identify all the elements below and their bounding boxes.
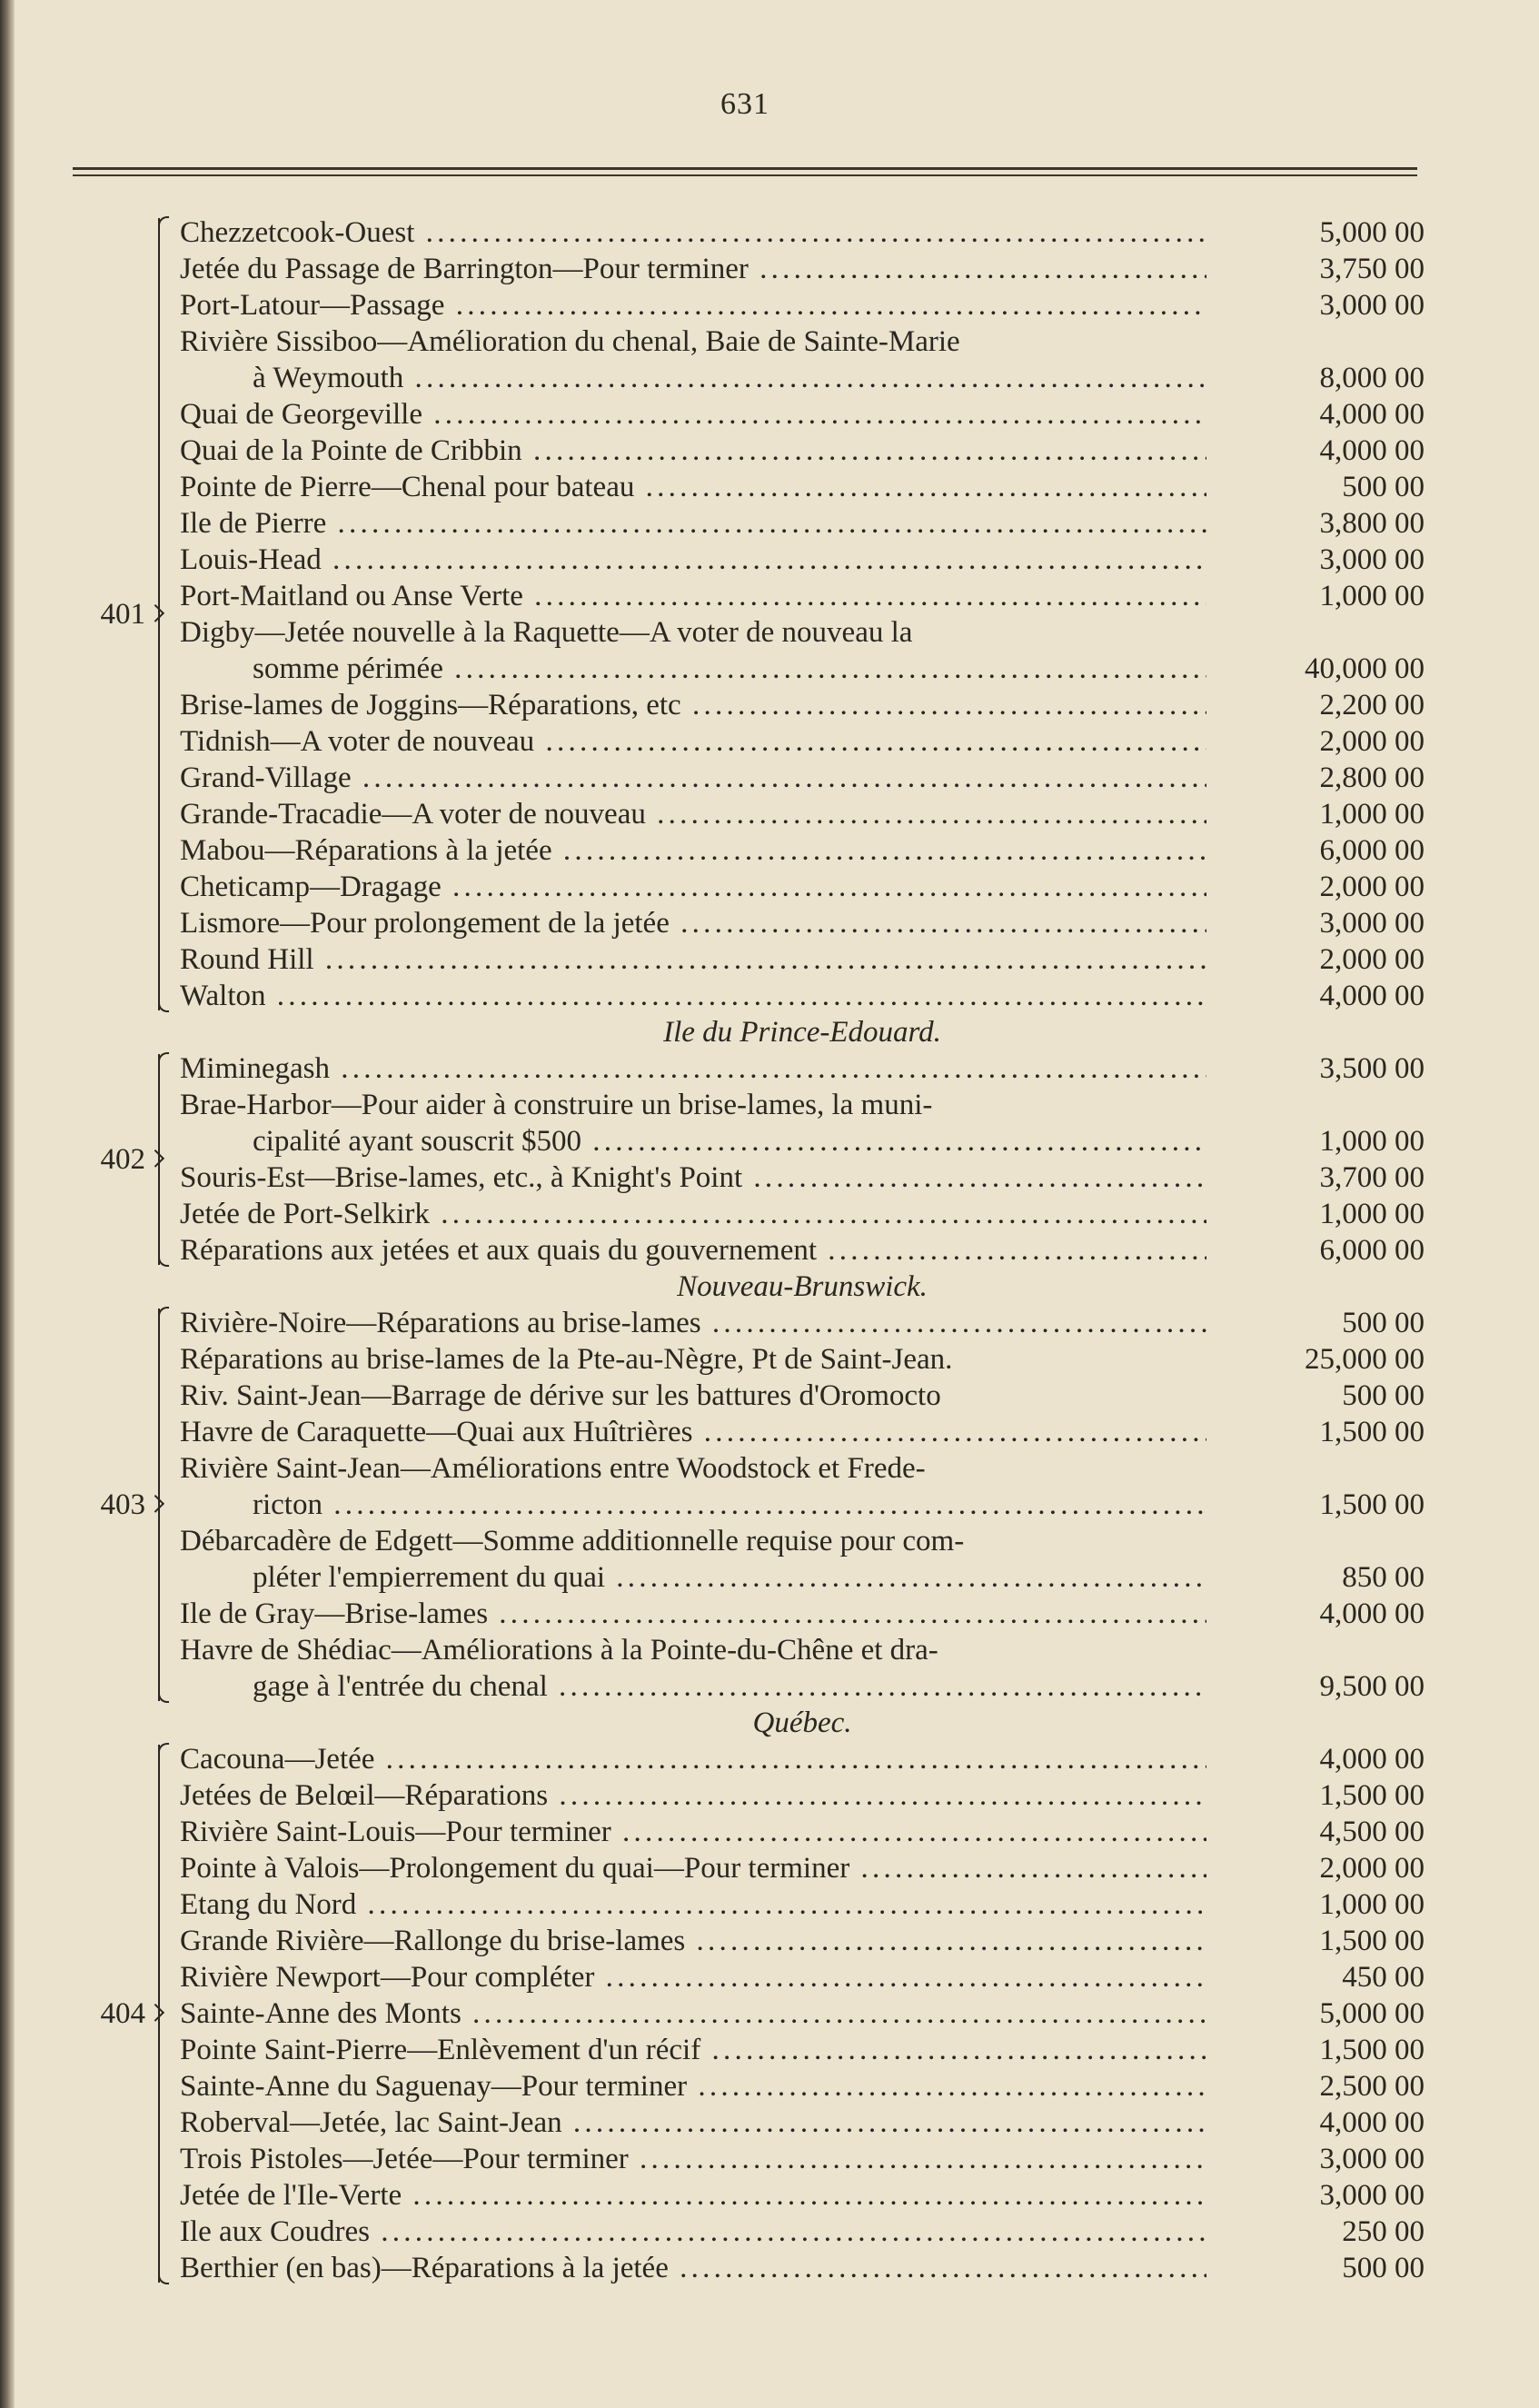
item-label: Quai de Georgeville [180, 398, 428, 431]
item-description [180, 2141, 1206, 2177]
item-label: Port-Maitland ou Anse Verte [180, 580, 529, 612]
item-description [180, 214, 1206, 251]
list-item [180, 1159, 1425, 1196]
list-item [180, 1050, 1425, 1087]
item-amount: 3,500 00 [1319, 1052, 1425, 1085]
list-item [180, 469, 1425, 505]
section-number: 401 [100, 598, 145, 631]
item-amount: 2,800 00 [1319, 761, 1425, 794]
list-item [180, 2032, 1425, 2068]
list-item [180, 1232, 1425, 1269]
section-brace [158, 1054, 173, 1265]
list-item [180, 1632, 1425, 1668]
list-item [180, 1886, 1425, 1923]
item-label: Chezzetcook-Ouest [180, 216, 420, 249]
brace-tip [146, 1495, 164, 1513]
list-item [180, 1414, 1425, 1450]
item-description [180, 469, 1206, 505]
item-amount: 2,500 00 [1319, 2070, 1425, 2103]
item-amount: 3,000 00 [1319, 289, 1425, 322]
list-item [180, 978, 1425, 1014]
item-description [180, 1959, 1206, 1995]
header-rule-thin [73, 174, 1417, 176]
item-description [180, 1414, 1206, 1450]
item-label: Jetée du Passage de Barrington—Pour terminer [180, 253, 754, 285]
item-label: Cacouna—Jetée [180, 1743, 380, 1776]
item-description [180, 578, 1206, 614]
item-description [180, 1050, 1206, 1087]
item-label: Rivière Saint-Jean—Améliorations entre Woodstock et Frede- [180, 1452, 931, 1485]
item-amount: 250 00 [1342, 2215, 1425, 2248]
item-description [253, 651, 1206, 687]
item-amount: 5,000 00 [1319, 1997, 1425, 2030]
item-amount: 4,000 00 [1319, 1743, 1425, 1776]
item-label: Rivière-Noire—Réparations au brise-lames [180, 1307, 707, 1339]
item-amount: 1,500 00 [1319, 1488, 1425, 1521]
item-label: gage à l'entrée du chenal [253, 1670, 553, 1703]
item-label: Ile aux Coudres [180, 2215, 375, 2248]
item-description [180, 1850, 1206, 1886]
item-description [180, 1741, 1206, 1777]
list-item [180, 723, 1425, 760]
item-description [180, 1378, 1206, 1414]
item-description [180, 1341, 1206, 1378]
item-label: somme périmée [253, 652, 449, 685]
section-heading: Nouveau-Brunswick. [677, 1270, 928, 1303]
item-label: Grande-Tracadie—A voter de nouveau [180, 798, 651, 831]
item-description [253, 1559, 1206, 1596]
item-description [180, 869, 1206, 905]
section-heading: Ile du Prince-Edouard. [663, 1016, 941, 1049]
item-description [180, 905, 1206, 941]
item-label: Pointe de Pierre—Chenal pour bateau [180, 471, 640, 503]
list-item [180, 760, 1425, 796]
item-amount: 4,000 00 [1319, 2106, 1425, 2139]
list-item [180, 2214, 1425, 2250]
item-description [180, 1886, 1206, 1923]
item-amount: 1,500 00 [1319, 1925, 1425, 1957]
item-description [180, 433, 1206, 469]
section-brace [158, 218, 173, 1010]
item-description [180, 1196, 1206, 1232]
item-amount: 4,000 00 [1319, 398, 1425, 431]
list-item [180, 433, 1425, 469]
item-description [180, 1777, 1206, 1814]
item-label: Réparations aux jetées et aux quais du gouvernement [180, 1234, 822, 1267]
item-label: Jetée de l'Ile-Verte [180, 2179, 407, 2212]
item-description [253, 1668, 1206, 1705]
list-item [180, 2250, 1425, 2286]
item-amount: 25,000 00 [1305, 1343, 1425, 1376]
item-description [180, 1923, 1206, 1959]
item-description [180, 832, 1206, 869]
list-item [180, 1959, 1425, 1995]
list-item [180, 2105, 1425, 2141]
item-label: ricton [253, 1488, 328, 1521]
list-item [180, 1596, 1425, 1632]
item-label: Grand-Village [180, 761, 357, 794]
section-number: 404 [100, 1997, 145, 2030]
item-label: Rivière Sissiboo—Amélioration du chenal, Baie de Sainte-Marie [180, 325, 966, 358]
list-item [180, 1850, 1425, 1886]
item-label: Lismore—Pour prolongement de la jetée [180, 907, 675, 940]
item-description [180, 287, 1206, 323]
item-amount: 4,000 00 [1319, 434, 1425, 467]
section-heading: Québec. [752, 1706, 852, 1739]
item-label: Miminegash [180, 1052, 335, 1085]
list-item [180, 941, 1425, 978]
item-amount: 3,000 00 [1319, 2143, 1425, 2175]
item-label: Round Hill [180, 943, 320, 976]
item-amount: 6,000 00 [1319, 1234, 1425, 1267]
item-amount: 8,000 00 [1319, 362, 1425, 394]
list-item [180, 1305, 1425, 1341]
item-amount: 2,000 00 [1319, 1852, 1425, 1885]
item-label: Walton [180, 980, 272, 1012]
item-label: Trois Pistoles—Jetée—Pour terminer [180, 2143, 634, 2175]
list-item [180, 905, 1425, 941]
item-amount: 850 00 [1342, 1561, 1425, 1594]
item-label: Sainte-Anne des Monts [180, 1997, 467, 2030]
list-item [180, 614, 1425, 651]
item-amount: 500 00 [1342, 1379, 1425, 1412]
item-description [180, 978, 1206, 1014]
list-item [180, 396, 1425, 433]
item-amount: 3,000 00 [1319, 907, 1425, 940]
list-item [180, 2141, 1425, 2177]
header-rule [73, 167, 1417, 170]
item-amount: 500 00 [1342, 1307, 1425, 1339]
item-description [180, 2250, 1206, 2286]
item-description [180, 1087, 1206, 1123]
item-description [180, 941, 1206, 978]
item-description [253, 360, 1206, 396]
item-label: Cheticamp—Dragage [180, 871, 447, 903]
list-item [180, 1741, 1425, 1777]
item-label: Jetées de Belœil—Réparations [180, 1779, 553, 1812]
item-label: Pointe Saint-Pierre—Enlèvement d'un récif [180, 2034, 706, 2066]
item-label: Jetée de Port-Selkirk [180, 1198, 435, 1230]
list-item [180, 651, 1425, 687]
section-brace [158, 1745, 173, 2283]
section-brace [158, 1308, 173, 1701]
item-description [180, 2032, 1206, 2068]
item-amount: 4,000 00 [1319, 980, 1425, 1012]
item-description [180, 1814, 1206, 1850]
list-item [180, 1378, 1425, 1414]
list-item [180, 2177, 1425, 2214]
item-label: Brae-Harbor—Pour aider à construire un brise-lames, la muni- [180, 1089, 938, 1121]
list-item [180, 1814, 1425, 1850]
item-description [180, 1523, 1206, 1559]
item-amount: 450 00 [1342, 1961, 1425, 1994]
list-item [180, 1487, 1425, 1523]
list-item [180, 1087, 1425, 1123]
item-amount: 40,000 00 [1305, 652, 1425, 685]
item-label: Sainte-Anne du Saguenay—Pour terminer [180, 2070, 692, 2103]
item-description [180, 2068, 1206, 2105]
item-amount: 500 00 [1342, 471, 1425, 503]
item-label: pléter l'empierrement du quai [253, 1561, 611, 1594]
item-amount: 5,000 00 [1319, 216, 1425, 249]
item-label: Riv. Saint-Jean—Barrage de dérive sur les battures d'Oromocto [180, 1379, 947, 1412]
item-description [180, 723, 1206, 760]
item-label: Rivière Saint-Louis—Pour terminer [180, 1816, 617, 1848]
list-item [180, 360, 1425, 396]
item-amount: 3,700 00 [1319, 1161, 1425, 1194]
item-amount: 1,000 00 [1319, 1125, 1425, 1158]
item-description [180, 542, 1206, 578]
list-item [180, 832, 1425, 869]
item-description [180, 505, 1206, 542]
item-amount: 1,000 00 [1319, 580, 1425, 612]
item-label: cipalité ayant souscrit $500 [253, 1125, 587, 1158]
item-description [180, 614, 1206, 651]
item-amount: 9,500 00 [1319, 1670, 1425, 1703]
brace-tip [146, 1149, 164, 1168]
list-item [180, 1450, 1425, 1487]
list-item [180, 542, 1425, 578]
item-description [180, 1450, 1206, 1487]
item-description [253, 1123, 1206, 1159]
item-label: Etang du Nord [180, 1888, 362, 1921]
item-description [180, 1596, 1206, 1632]
list-item [180, 2068, 1425, 2105]
item-label: Berthier (en bas)—Réparations à la jetée [180, 2252, 674, 2284]
item-amount: 3,000 00 [1319, 2179, 1425, 2212]
item-amount: 2,000 00 [1319, 725, 1425, 758]
item-amount: 6,000 00 [1319, 834, 1425, 867]
item-label: Ile de Gray—Brise-lames [180, 1597, 493, 1630]
item-description [180, 1305, 1206, 1341]
item-amount: 1,500 00 [1319, 1416, 1425, 1448]
list-item [180, 1923, 1425, 1959]
item-label: Louis-Head [180, 543, 327, 576]
item-label: Souris-Est—Brise-lames, etc., à Knight's Point [180, 1161, 748, 1194]
page-binding-edge [0, 0, 15, 2408]
list-item [180, 1668, 1425, 1705]
list-item [180, 869, 1425, 905]
item-description [253, 1487, 1206, 1523]
section-number: 402 [100, 1143, 145, 1176]
item-amount: 1,000 00 [1319, 798, 1425, 831]
item-label: Port-Latour—Passage [180, 289, 450, 322]
list-item [180, 1777, 1425, 1814]
item-description [180, 251, 1206, 287]
item-label: Réparations au brise-lames de la Pte-au-Nègre, Pt de Saint-Jean. [180, 1343, 958, 1376]
item-amount: 3,750 00 [1319, 253, 1425, 285]
item-description [180, 323, 1206, 360]
item-amount: 500 00 [1342, 2252, 1425, 2284]
brace-tip [146, 604, 164, 622]
list-item [180, 1523, 1425, 1559]
item-description [180, 396, 1206, 433]
item-label: Ile de Pierre [180, 507, 332, 540]
item-label: Mabou—Réparations à la jetée [180, 834, 558, 867]
item-amount: 2,000 00 [1319, 871, 1425, 903]
item-description [180, 1232, 1206, 1269]
list-item [180, 1341, 1425, 1378]
list-item [180, 323, 1425, 360]
list-item [180, 687, 1425, 723]
list-item [180, 287, 1425, 323]
list-item [180, 1995, 1425, 2032]
item-label: Rivière Newport—Pour compléter [180, 1961, 600, 1994]
list-item [180, 1196, 1425, 1232]
item-description [180, 1995, 1206, 2032]
item-label: Tidnish—A voter de nouveau [180, 725, 540, 758]
item-description [180, 2105, 1206, 2141]
page-number: 631 [720, 87, 770, 121]
item-label: Grande Rivière—Rallonge du brise-lames [180, 1925, 690, 1957]
item-description [180, 760, 1206, 796]
item-description [180, 687, 1206, 723]
item-amount: 3,800 00 [1319, 507, 1425, 540]
item-label: Havre de Shédiac—Améliorations à la Pointe-du-Chêne et dra- [180, 1634, 944, 1667]
item-description [180, 1632, 1206, 1668]
list-item [180, 214, 1425, 251]
section-number: 403 [100, 1488, 145, 1521]
item-label: Havre de Caraquette—Quai aux Huîtrières [180, 1416, 698, 1448]
list-item [180, 796, 1425, 832]
item-amount: 1,500 00 [1319, 1779, 1425, 1812]
item-label: Roberval—Jetée, lac Saint-Jean [180, 2106, 568, 2139]
list-item [180, 505, 1425, 542]
item-amount: 1,500 00 [1319, 2034, 1425, 2066]
list-item [180, 251, 1425, 287]
list-item [180, 1123, 1425, 1159]
item-description [180, 2214, 1206, 2250]
item-amount: 2,200 00 [1319, 689, 1425, 721]
item-description [180, 796, 1206, 832]
item-amount: 2,000 00 [1319, 943, 1425, 976]
list-item [180, 1559, 1425, 1596]
item-amount: 1,000 00 [1319, 1198, 1425, 1230]
item-label: Débarcadère de Edgett—Somme additionnelle requise pour com- [180, 1525, 969, 1557]
item-amount: 3,000 00 [1319, 543, 1425, 576]
item-label: Pointe à Valois—Prolongement du quai—Pour terminer [180, 1852, 855, 1885]
item-label: Quai de la Pointe de Cribbin [180, 434, 528, 467]
item-amount: 4,000 00 [1319, 1597, 1425, 1630]
item-description [180, 2177, 1206, 2214]
item-label: à Weymouth [253, 362, 409, 394]
item-amount: 1,000 00 [1319, 1888, 1425, 1921]
item-label: Brise-lames de Joggins—Réparations, etc [180, 689, 687, 721]
item-description [180, 1159, 1206, 1196]
list-item [180, 578, 1425, 614]
item-label: Digby—Jetée nouvelle à la Raquette—A voter de nouveau la [180, 616, 918, 649]
brace-tip [146, 2004, 164, 2022]
item-amount: 4,500 00 [1319, 1816, 1425, 1848]
